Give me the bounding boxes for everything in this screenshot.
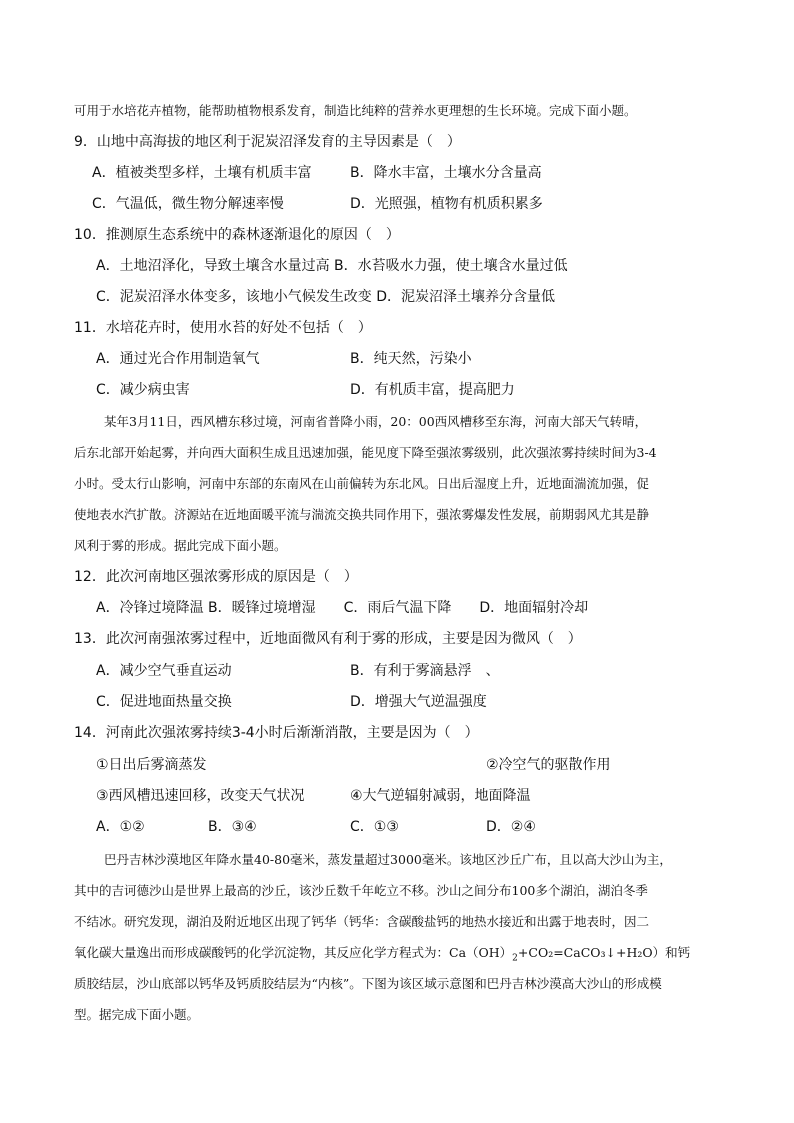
question-9-option-c: C．气温低，微生物分解速率慢 [92, 196, 284, 212]
question-14-statement-3: ③西风槽迅速回移，改变天气状况 [96, 788, 305, 804]
question-10-stem: 10．推测原生态系统中的森林逐渐退化的原因（ ） [74, 227, 400, 243]
passage-3-line-4-post: +CO₂=CaCO₃↓+H₂O）和钙 [517, 945, 691, 960]
question-11-option-b: B．纯天然，污染小 [350, 351, 472, 367]
question-11-option-a: A．通过光合作用制造氧气 [96, 351, 260, 367]
question-13-stem: 13．此次河南强浓雾过程中，近地面微风有利于雾的形成，主要是因为微风（ ） [74, 631, 582, 647]
question-9-option-a: A．植被类型多样，土壤有机质丰富 [92, 165, 312, 181]
question-13-option-a: A．减少空气垂直运动 [96, 663, 232, 679]
intro-tail: 可用于水培花卉植物，能帮助植物根系发育，制造比纯粹的营养水更理想的生长环境。完成下面小题。 [74, 103, 637, 118]
question-9-stem: 9．山地中高海拔的地区利于泥炭沼泽发育的主导因素是（ ） [74, 134, 461, 150]
question-13-option-b: B．有利于雾滴悬浮 、 [350, 663, 500, 679]
question-14-statement-1: ①日出后雾滴蒸发 [96, 757, 207, 773]
question-14-statement-4: ④大气逆辐射减弱，地面降温 [350, 788, 531, 804]
question-10-options-cd: C．泥炭沼泽水体变多，该地小气候发生改变 D．泥炭沼泽土壤养分含量低 [96, 289, 556, 305]
passage-2-line-2: 后东北部开始起雾，并向西大面积生成且迅速加强，能见度下降至强浓雾级别，此次强浓雾持续时间为3-4 [74, 445, 657, 460]
passage-3-line-6: 型。据完成下面小题。 [74, 1007, 200, 1022]
question-14-option-b: B．③④ [208, 819, 257, 835]
question-11-option-c: C．减少病虫害 [96, 382, 190, 398]
passage-3-line-2: 其中的吉诃德沙山是世界上最高的沙丘，该沙丘数千年屹立不移。沙山之间分布100多个湖泊，湖泊冬季 [74, 883, 648, 898]
question-9-option-d: D．光照强，植物有机质积累多 [350, 196, 543, 212]
question-14-statement-2: ②冷空气的驱散作用 [486, 757, 611, 773]
question-11-option-d: D．有机质丰富，提高肥力 [350, 382, 515, 398]
question-14-option-a: A．①② [96, 819, 145, 835]
passage-3-line-4 [74, 942, 690, 970]
question-13-option-c: C．促进地面热量交换 [96, 694, 232, 710]
passage-3-line-4-pre: 氧化碳大量逸出而形成碳酸钙的化学沉淀物，其反应化学方程式为：Ca（OH） [74, 945, 513, 960]
passage-2-line-3: 小时。受太行山影响，河南中东部的东南风在山前偏转为东北风。日出后湿度上升，近地面湍流加强，促 [74, 476, 650, 491]
question-12-options: A．冷锋过境降温 B．暖锋过境增湿 C．雨后气温下降 D．地面辐射冷却 [96, 600, 589, 616]
question-9-option-b: B．降水丰富，土壤水分含量高 [350, 165, 542, 181]
passage-3-line-5: 质胶结层，沙山底部以钙华及钙质胶结层为“内核”。下图为该区域示意图和巴丹吉林沙漠高大沙山的形成模 [74, 976, 662, 991]
passage-2-line-1: 某年3月11日，西风槽东移过境，河南省普降小雨，20：00西风槽移至东海，河南大部天气转晴， [104, 414, 648, 429]
passage-2-line-5: 风利于雾的形成。据此完成下面小题。 [74, 538, 287, 553]
question-12-stem: 12．此次河南地区强浓雾形成的原因是（ ） [74, 569, 358, 585]
passage-2-line-4: 使地表水汽扩散。济源站在近地面暖平流与湍流交换共同作用下，强浓雾爆发性发展，前期弱风尤其是静 [74, 507, 650, 522]
passage-3-line-1: 巴丹吉林沙漠地区年降水量40-80毫米，蒸发量超过3000毫米。该地区沙丘广布，且以高大沙山为主， [104, 852, 672, 867]
question-10-options-ab: A．土地沼泽化，导致土壤含水量过高 B．水苔吸水力强，使土壤含水量过低 [96, 258, 568, 274]
question-14-option-d: D．②④ [486, 819, 536, 835]
question-13-option-d: D．增强大气逆温强度 [350, 694, 487, 710]
question-11-stem: 11．水培花卉时，使用水苔的好处不包括（ ） [74, 320, 372, 336]
question-14-option-c: C．①③ [350, 819, 399, 835]
question-14-stem: 14．河南此次强浓雾持续3-4小时后渐渐消散，主要是因为（ ） [74, 725, 479, 741]
subscript-2: 2 [512, 953, 518, 964]
passage-3-line-3: 不结冰。研究发现，湖泊及附近地区出现了钙华（钙华：含碳酸盐钙的地热水接近和出露于地表时，因二 [74, 914, 650, 929]
